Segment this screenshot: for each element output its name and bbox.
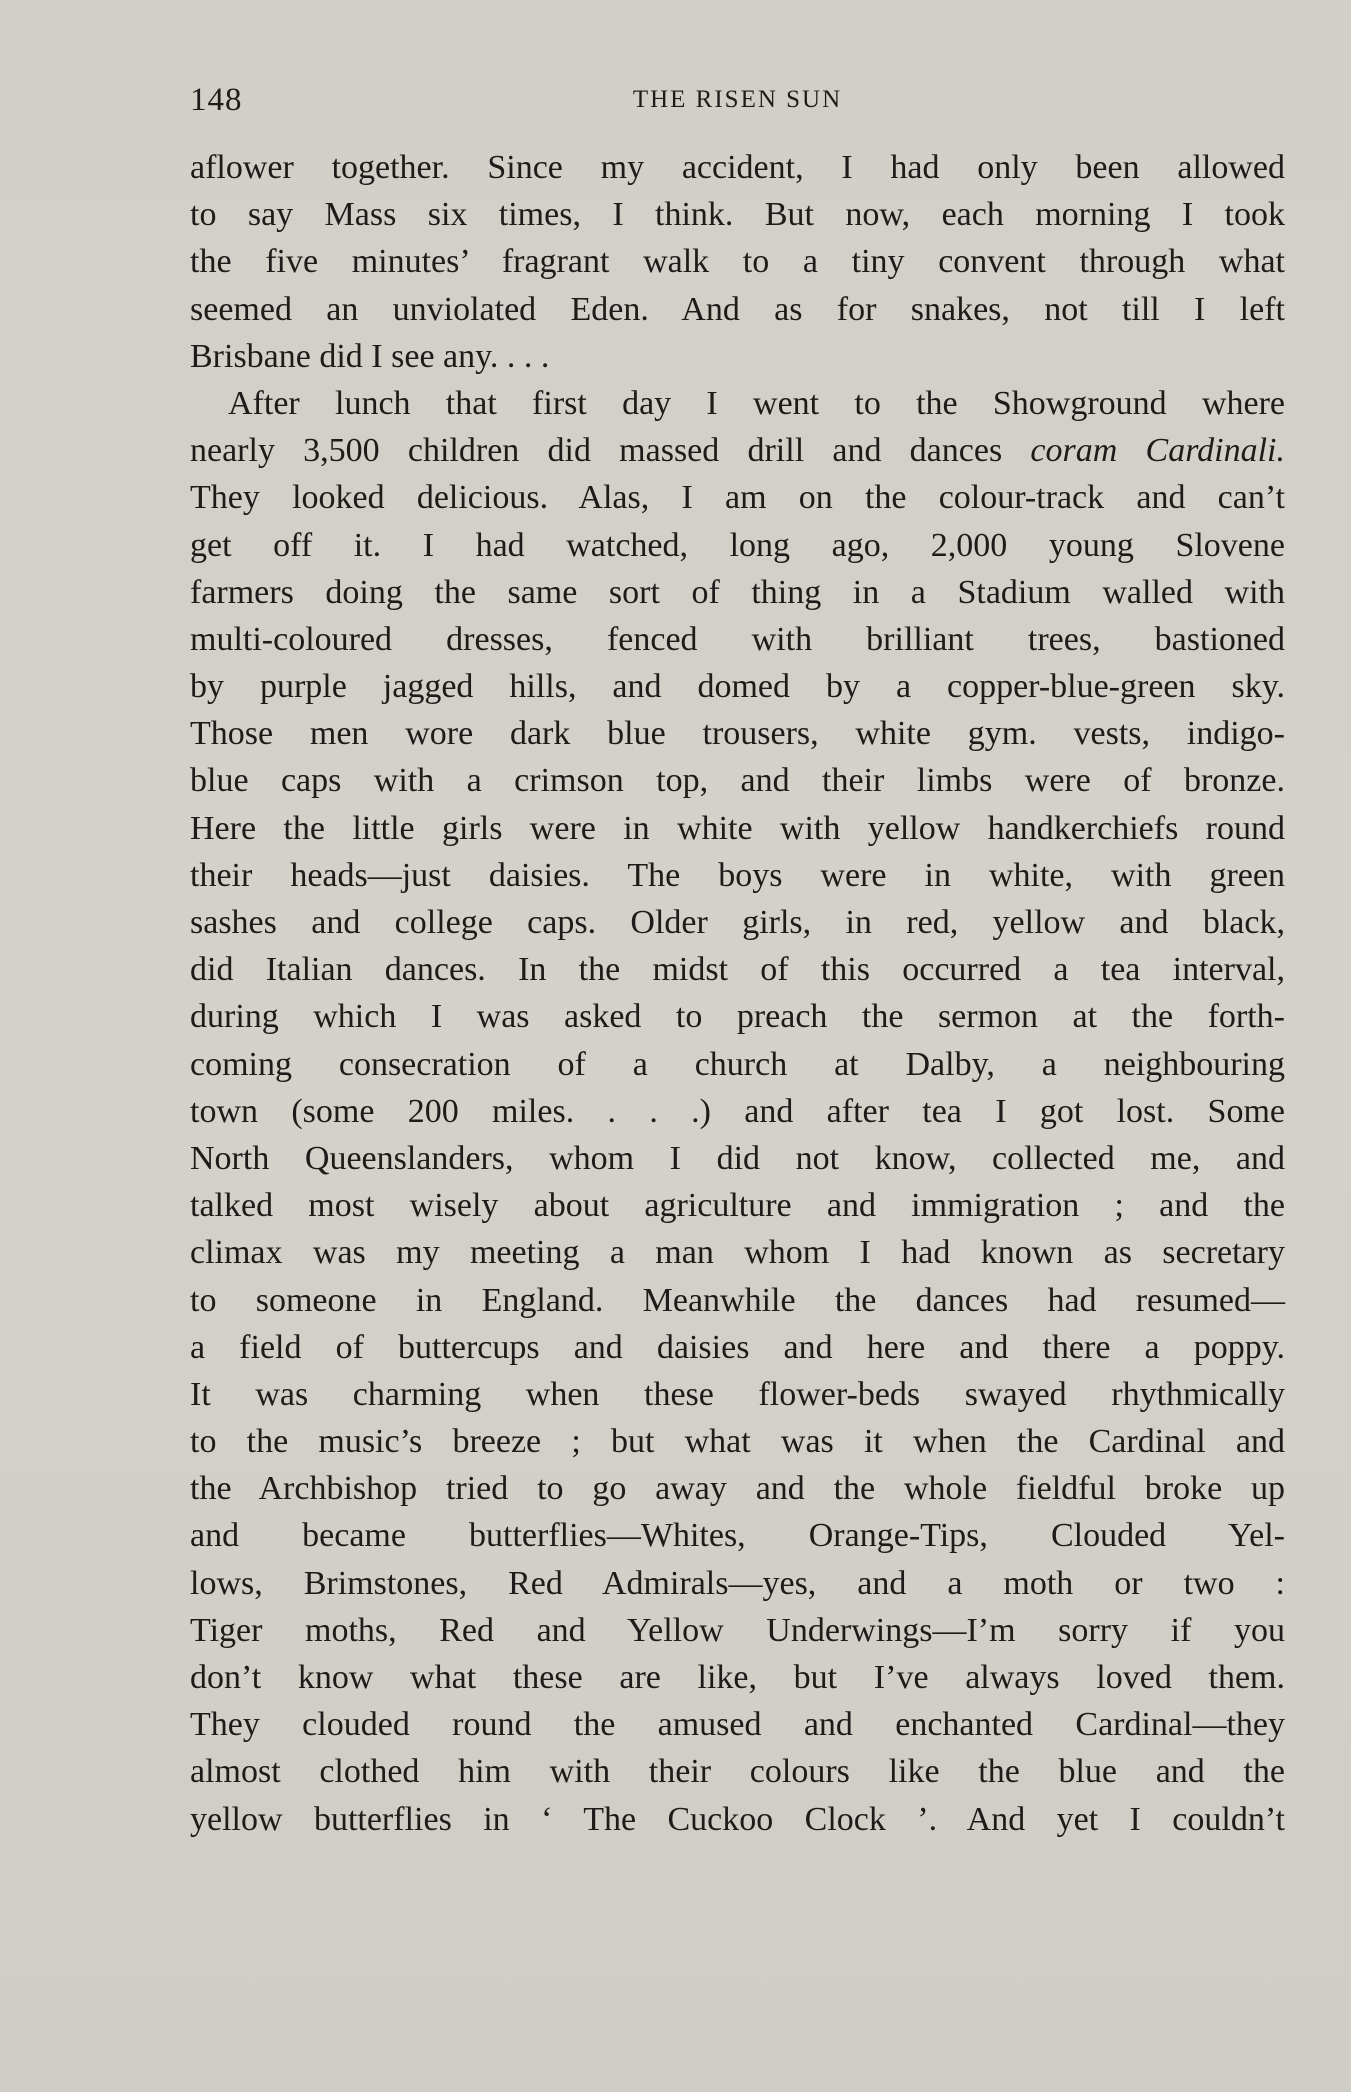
text-line: Those men wore dark blue trousers, white gym. vests, indigo-	[190, 715, 1285, 753]
running-title: THE RISEN SUN	[632, 86, 843, 113]
text-line: multi-coloured dresses, fenced with brilliant trees, bastioned	[190, 620, 1285, 658]
text-line: during which I was asked to preach the sermon at the forth-	[190, 998, 1285, 1036]
text-line: the Archbishop tried to go away and the whole fieldful broke up	[190, 1470, 1285, 1508]
text-line: don’t know what these are like, but I’ve always loved them.	[190, 1659, 1285, 1696]
text-line: climax was my meeting a man whom I had known as secretary	[190, 1234, 1285, 1272]
text-line: to say Mass six times, I think. But now, each morning I took	[190, 196, 1285, 234]
text-line: They looked delicious. Alas, I am on the colour-track and can’t	[190, 479, 1285, 517]
text-line: to someone in England. Meanwhile the dances had resumed—	[190, 1281, 1285, 1319]
text-line: Brisbane did I see any. . . .	[190, 337, 550, 375]
text-line: and became butterflies—Whites, Orange-Tips, Clouded Yel-	[190, 1517, 1285, 1555]
text-line: yellow butterflies in ‘ The Cuckoo Clock ’. And yet I couldn’t	[190, 1800, 1285, 1838]
body-text	[190, 144, 1285, 1843]
text-line: by purple jagged hills, and domed by a copper-blue-green sky.	[190, 668, 1285, 706]
text-line: blue caps with a crimson top, and their limbs were of bronze.	[190, 762, 1285, 800]
text-line: It was charming when these flower-beds swayed rhythmically	[190, 1375, 1285, 1413]
text-line: North Queenslanders, whom I did not know, collected me, and	[190, 1139, 1285, 1177]
text-line: talked most wisely about agriculture and immigration ; and the	[190, 1187, 1285, 1225]
text-line: their heads—just daisies. The boys were in white, with green	[190, 856, 1285, 894]
text-line: almost clothed him with their colours like the blue and the	[190, 1753, 1285, 1791]
text-line: Tiger moths, Red and Yellow Underwings—I’m sorry if you	[190, 1611, 1285, 1649]
text-line: seemed an unviolated Eden. And as for snakes, not till I left	[190, 290, 1285, 328]
text-line: lows, Brimstones, Red Admirals—yes, and a moth or two :	[190, 1564, 1285, 1602]
page-number: 148	[190, 82, 243, 118]
text-line-with-italic	[190, 427, 1285, 474]
text-segment: nearly 3,500 children did massed drill and dances	[190, 432, 1003, 470]
running-head	[190, 78, 1285, 122]
text-line: Here the little girls were in white with yellow handkerchiefs round	[190, 809, 1285, 847]
text-line: They clouded round the amused and enchanted Cardinal—they	[190, 1706, 1285, 1744]
text-line: did Italian dances. In the midst of this occurred a tea interval,	[190, 951, 1285, 989]
text-line: get off it. I had watched, long ago, 2,000 young Slovene	[190, 526, 1285, 564]
text-line: aflower together. Since my accident, I had only been allowed	[190, 149, 1285, 186]
text-line: After lunch that first day I went to the Showground where	[228, 384, 1285, 422]
italic-phrase: coram Cardinali.	[1030, 432, 1286, 470]
text-line: the five minutes’ fragrant walk to a tiny convent through what	[190, 243, 1285, 281]
text-line: farmers doing the same sort of thing in a Stadium walled with	[190, 573, 1285, 611]
text-line: coming consecration of a church at Dalby, a neighbouring	[190, 1045, 1285, 1083]
text-line: sashes and college caps. Older girls, in red, yellow and black,	[190, 904, 1285, 941]
text-line: to the music’s breeze ; but what was it when the Cardinal and	[190, 1423, 1285, 1461]
text-line: a field of buttercups and daisies and here and there a poppy.	[190, 1328, 1285, 1366]
text-line: town (some 200 miles. . . .) and after tea I got lost. Some	[190, 1092, 1285, 1130]
